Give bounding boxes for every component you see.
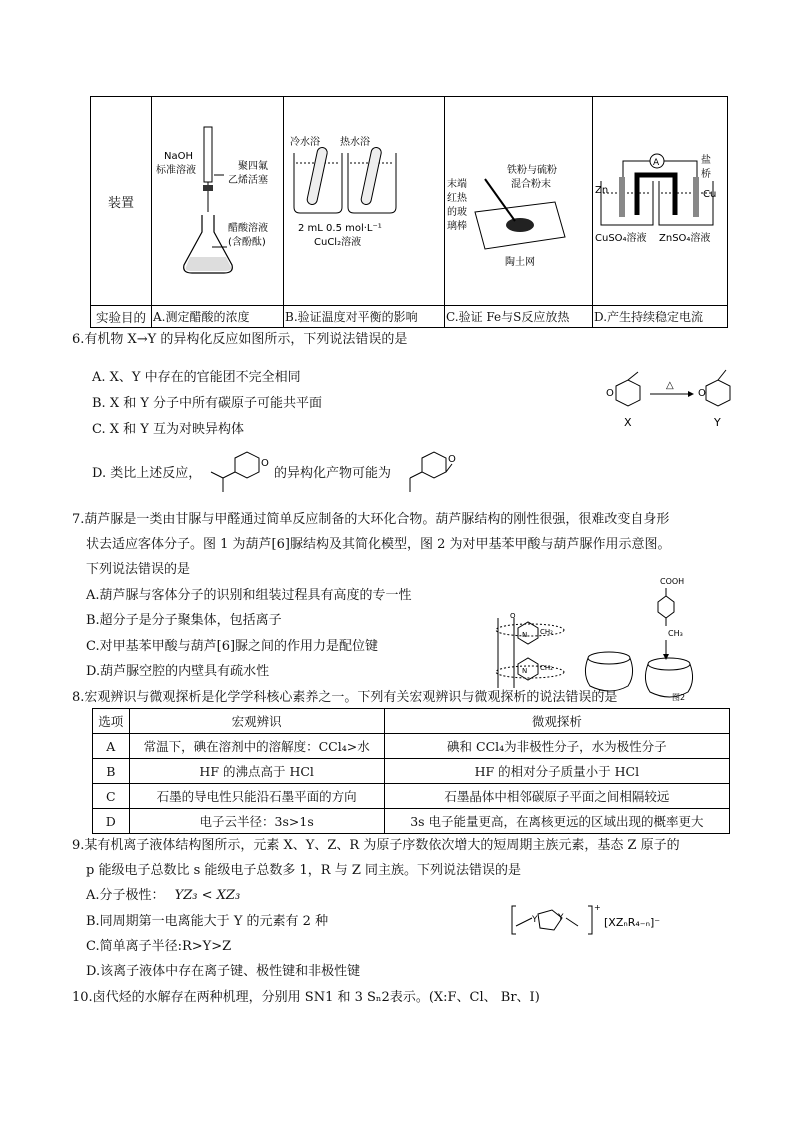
svg-text:2 mL 0.5 mol·L⁻¹: 2 mL 0.5 mol·L⁻¹ <box>298 223 382 234</box>
svg-text:COOH: COOH <box>660 577 685 586</box>
svg-text:X: X <box>624 416 632 429</box>
svg-text:O: O <box>261 458 269 469</box>
cucurbituril-figure <box>488 570 724 704</box>
apparatus-d <box>593 97 728 306</box>
svg-text:Zn: Zn <box>595 185 609 196</box>
q9-option-c: C.简单离子半径:R>Y>Z <box>86 939 232 954</box>
purpose-d: D.产生持续稳定电流 <box>593 306 728 328</box>
q9-option-b: B.同周期第一电离能大于 Y 的元素有 2 种 <box>86 914 329 929</box>
svg-text:Y: Y <box>532 915 538 925</box>
q5-apparatus-table <box>90 96 728 328</box>
q9-stem-line2: p 能级电子总数比 s 能级电子总数多 1，R 与 Z 同主族。下列说法错误的是 <box>86 863 522 878</box>
svg-text:红热: 红热 <box>447 193 467 204</box>
q6-option-d-product-structure <box>400 446 460 496</box>
q8-table <box>92 708 730 834</box>
svg-text:醋酸溶液: 醋酸溶液 <box>228 223 268 234</box>
q8-row-a: A 常温下，碘在溶剂中的溶解度：CCl₄>水 碘和 CCl₄为非极性分子，水为极性分子 <box>93 734 730 759</box>
svg-text:盐: 盐 <box>701 155 711 166</box>
svg-text:Y: Y <box>558 913 564 923</box>
svg-text:+: + <box>594 903 601 912</box>
purpose-c: C.验证 Fe与S反应放热 <box>445 306 593 328</box>
svg-text:乙烯活塞: 乙烯活塞 <box>228 175 268 186</box>
svg-text:△: △ <box>666 380 674 391</box>
water-bath-figure <box>284 97 444 301</box>
svg-text:图2: 图2 <box>672 693 686 702</box>
q7-option-a: A.葫芦脲与客体分子的识别和组装过程具有高度的专一性 <box>86 588 412 603</box>
q8-header-micro: 微观探析 <box>384 709 729 734</box>
q8-row-b: B HF 的沸点高于 HCl HF 的相对分子质量小于 HCl <box>93 759 730 784</box>
q6-option-d-suffix: 的异构化产物可能为 <box>274 466 392 481</box>
purpose-a: A.测定醋酸的浓度 <box>152 306 284 328</box>
q9-option-a: A.分子极性： YZ₃ < XZ₃ <box>86 888 241 903</box>
svg-text:标准溶液: 标准溶液 <box>156 165 196 176</box>
q9-option-d: D.该离子液体中存在离子键、极性键和非极性键 <box>86 964 361 979</box>
q8-row-c: C 石墨的导电性只能沿石墨平面的方向 石墨晶体中相邻碳原子平面之间相隔较远 <box>93 784 730 809</box>
svg-text:O: O <box>606 388 614 399</box>
q8-header-macro: 宏观辨识 <box>129 709 384 734</box>
q7-stem-line2: 状去适应客体分子。图 1 为葫芦[6]脲结构及其简化模型，图 2 为对甲基苯甲酸与葫芦脲作用示意图。 <box>86 537 671 552</box>
svg-text:N: N <box>522 631 528 639</box>
galvanic-cell-figure <box>593 97 727 301</box>
svg-text:N: N <box>522 667 528 675</box>
iron-sulfur-figure <box>445 97 592 301</box>
svg-text:混合粉末: 混合粉末 <box>511 179 551 190</box>
svg-text:的玻: 的玻 <box>447 207 467 218</box>
q9-stem-line1: 9.某有机离子液体结构图所示，元素 X、Y、Z、R 为原子序数依次增大的短周期主族元素，基态 Z 原子的 <box>72 838 680 853</box>
q6-option-d-reactant-structure <box>205 446 271 496</box>
q6-option-a: A. X、Y 中存在的官能团不完全相同 <box>92 370 301 385</box>
q8-row-d: D 电子云半径：3s>1s 3s 电子能量更高，在离核更远的区域出现的概率更大 <box>93 809 730 834</box>
svg-text:璃棒: 璃棒 <box>447 221 467 232</box>
svg-text:CH₂: CH₂ <box>540 664 553 672</box>
apparatus-c <box>445 97 593 306</box>
q6-option-b: B. X 和 Y 分子中所有碳原子可能共平面 <box>92 396 323 411</box>
apparatus-b <box>284 97 445 306</box>
q10-stem: 10.卤代烃的水解存在两种机理，分别用 SN1 和 3 Sₙ2表示。(X:F、Cl、 Br、I) <box>72 990 540 1005</box>
q6-reaction-figure <box>604 364 744 434</box>
svg-text:CuSO₄溶液: CuSO₄溶液 <box>595 233 647 244</box>
q7-option-d: D.葫芦脲空腔的内壁具有疏水性 <box>86 664 270 679</box>
svg-text:O: O <box>510 612 516 620</box>
q7-stem-line1: 7.葫芦脲是一类由甘脲与甲醛通过简单反应制备的大环化合物。葫芦脲结构的刚性很强，很难改变自身形 <box>72 512 670 527</box>
svg-text:A: A <box>653 158 660 168</box>
svg-text:[XZₙR₄₋ₙ]⁻: [XZₙR₄₋ₙ]⁻ <box>604 916 661 929</box>
svg-text:Cu: Cu <box>703 189 717 200</box>
svg-text:桥: 桥 <box>701 169 711 180</box>
svg-text:聚四氟: 聚四氟 <box>238 161 268 172</box>
svg-text:热水浴: 热水浴 <box>340 137 370 148</box>
svg-text:NaOH: NaOH <box>164 151 193 162</box>
q6-stem: 6.有机物 X→Y 的异构化反应如图所示，下列说法错误的是 <box>72 332 408 347</box>
q7-option-b: B.超分子是分子聚集体，包括离子 <box>86 613 282 628</box>
row-label-purpose: 实验目的 <box>91 306 152 328</box>
q9-option-a-formula: YZ₃ < XZ₃ <box>174 888 241 903</box>
svg-text:末端: 末端 <box>447 179 467 190</box>
svg-text:O: O <box>698 388 706 399</box>
q6-option-c: C. X 和 Y 互为对映异构体 <box>92 422 244 437</box>
q8-header-option: 选项 <box>93 709 130 734</box>
q7-option-c: C.对甲基苯甲酸与葫芦[6]脲之间的作用力是配位键 <box>86 639 379 654</box>
q9-ionic-liquid-figure <box>510 900 690 940</box>
q6-option-d-prefix: D. 类比上述反应， <box>92 466 202 481</box>
svg-text:Y: Y <box>714 416 721 429</box>
q7-stem-line3: 下列说法错误的是 <box>86 562 191 577</box>
apparatus-a <box>152 97 284 306</box>
svg-text:CH₃: CH₃ <box>668 629 683 638</box>
purpose-b: B.验证温度对平衡的影响 <box>284 306 445 328</box>
svg-text:冷水浴: 冷水浴 <box>290 137 320 148</box>
row-label-apparatus: 装置 <box>91 97 152 306</box>
svg-text:ZnSO₄溶液: ZnSO₄溶液 <box>659 233 711 244</box>
svg-text:铁粉与硫粉: 铁粉与硫粉 <box>507 165 557 176</box>
svg-text:(含酚酞): (含酚酞) <box>228 237 266 248</box>
titration-apparatus-figure <box>152 97 283 301</box>
svg-text:陶土网: 陶土网 <box>505 257 535 268</box>
q8-stem: 8.宏观辨识与微观探析是化学学科核心素养之一。下列有关宏观辨识与微观探析的说法错误的是 <box>72 690 618 705</box>
svg-text:O: O <box>448 454 456 465</box>
svg-text:CH₂: CH₂ <box>540 628 553 636</box>
svg-text:CuCl₂溶液: CuCl₂溶液 <box>314 237 362 248</box>
